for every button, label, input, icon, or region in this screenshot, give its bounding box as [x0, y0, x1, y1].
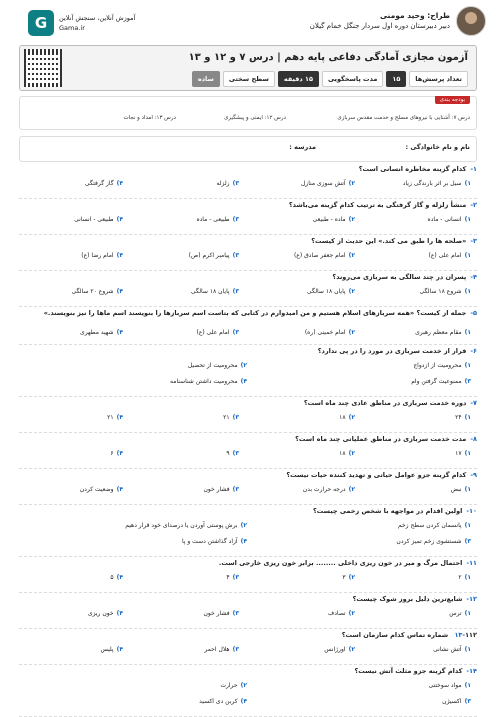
question-body: احتمال مرگ و میر در خون ریزی داخلی ........ برابر خون ریزی خارجی است. — [218, 559, 463, 567]
question-item — [19, 165, 477, 199]
option-number: ۳) — [232, 610, 239, 617]
answer-option[interactable] — [339, 414, 355, 421]
option-number: ۳) — [232, 180, 239, 187]
option-number: ۴) — [116, 252, 123, 259]
exam-title: آزمون مجازی آمادگی دفاعی پایه دهم | درس ۷ و ۱۲ و ۱۳ — [188, 52, 468, 63]
option-number: ۲) — [348, 610, 355, 617]
question-body: ۱۱۲ شماره تماس کدام سازمان است؟ — [341, 631, 477, 639]
answer-option[interactable] — [429, 252, 472, 259]
answer-option[interactable] — [71, 288, 123, 295]
question-item — [19, 347, 477, 397]
option-text: پانسمان کردن سطح زخم — [397, 522, 462, 529]
question-item — [19, 435, 477, 469]
option-text: ۴ — [226, 574, 230, 581]
option-text: امام جعفر صادق (ع) — [293, 252, 346, 259]
option-number: ۳) — [232, 329, 239, 336]
time-value: ۱۵ دقیقه — [278, 71, 319, 87]
answer-option[interactable] — [226, 450, 239, 457]
option-text: وضعیت کردن — [79, 486, 114, 493]
answer-option[interactable] — [411, 378, 471, 385]
option-text: ۱۸ — [339, 450, 346, 457]
question-item — [19, 399, 477, 433]
question-body: منشأ زلزله و گاز گرفتگی به ترتیب کدام گزینه می‌باشد؟ — [288, 201, 467, 209]
answer-option[interactable] — [85, 180, 123, 187]
option-number: ۱) — [464, 610, 471, 617]
option-number: ۴) — [116, 574, 123, 581]
question-number: ۴- — [470, 273, 477, 281]
option-number: ۴) — [116, 450, 123, 457]
option-text: هلال احمر — [204, 646, 230, 653]
option-text: سیل بر اثر بارندگی زیاد — [402, 180, 462, 187]
question-number: ۱۲- — [466, 595, 477, 603]
option-text: تصادف — [327, 610, 346, 617]
answer-option[interactable] — [451, 486, 471, 493]
option-number: ۲) — [348, 216, 355, 223]
answer-option[interactable] — [100, 646, 123, 653]
option-number: ۲) — [240, 522, 247, 529]
option-text: امام علی (ع) — [196, 329, 230, 336]
option-number: ۲) — [348, 646, 355, 653]
question-item — [19, 273, 477, 307]
option-text: پیامبر اکرم (ص) — [188, 252, 230, 259]
question-item — [19, 507, 477, 557]
answer-option[interactable] — [220, 682, 247, 689]
question-text — [219, 559, 477, 567]
answer-option[interactable] — [107, 414, 123, 421]
option-text: کربن دی اکسید — [199, 698, 238, 705]
option-text: پلیس — [100, 646, 114, 653]
option-number: ۱) — [464, 646, 471, 653]
question-body: کدام گزینه جزو عوامل حیاتی و تهدید کننده حیات نیست؟ — [286, 471, 467, 479]
student-name-label: نام و نام خانوادگی : — [405, 143, 470, 151]
option-text: خون ریزی — [87, 610, 114, 617]
option-number: ۲) — [240, 362, 247, 369]
question-text — [286, 471, 477, 479]
question-item — [19, 631, 477, 665]
answer-option[interactable] — [80, 329, 123, 336]
option-number: ۲) — [348, 252, 355, 259]
question-number: ۳- — [470, 237, 477, 245]
option-number: ۳) — [464, 538, 471, 545]
option-number: ۱) — [464, 486, 471, 493]
option-number: ۲) — [348, 414, 355, 421]
answer-option[interactable] — [339, 450, 355, 457]
qr-code-icon — [24, 49, 62, 87]
level-value: ساده — [192, 71, 220, 87]
option-number: ۴) — [116, 329, 123, 336]
option-text: امام رضا (ع) — [81, 252, 114, 259]
option-text: درجه حرارت بدن — [302, 486, 346, 493]
option-text: برش پوستی آوردن یا درصدای خود قرار دهیم — [125, 522, 238, 529]
option-number: ۱) — [464, 252, 471, 259]
option-number: ۳) — [232, 450, 239, 457]
question-body: اولین اقدام در مواجهه با شخص زخمی چیست؟ — [312, 507, 463, 515]
answer-option[interactable] — [307, 288, 355, 295]
answer-option[interactable] — [312, 216, 355, 223]
question-number: ۷- — [470, 399, 477, 407]
option-number: ۳) — [232, 288, 239, 295]
answer-option[interactable] — [204, 610, 240, 617]
answer-option[interactable] — [80, 486, 123, 493]
option-text: ۵ — [110, 574, 114, 581]
answer-option[interactable] — [226, 574, 239, 581]
option-number: ۱) — [464, 362, 471, 369]
option-number: ۱) — [464, 574, 471, 581]
question-body: کدام گزینه جزو مثلث آتش نیست؟ — [354, 667, 463, 675]
school-label: مدرسه : — [289, 143, 316, 151]
option-text: ۳ — [342, 574, 346, 581]
option-number: ۳) — [232, 486, 239, 493]
option-text: محرومیت از تحصیل — [187, 362, 238, 369]
student-info — [19, 136, 477, 162]
option-number: ۳) — [232, 216, 239, 223]
topics-box — [19, 96, 477, 130]
answer-option[interactable] — [433, 646, 471, 653]
option-text: ۶ — [110, 450, 114, 457]
option-number: ۴) — [116, 414, 123, 421]
option-text: گاز گرفتگی — [84, 180, 114, 187]
option-number: ۲) — [240, 682, 247, 689]
answer-option[interactable] — [204, 486, 240, 493]
brand-slogan: آموزش آنلاین، سنجش آنلاین — [59, 14, 136, 22]
option-text: شهید مطهری — [80, 329, 114, 336]
question-text — [342, 631, 477, 639]
option-text: ۲ — [458, 574, 462, 581]
option-text: حرارت — [220, 682, 238, 689]
option-number: ۴) — [116, 180, 123, 187]
level-label: سطح سختی — [223, 71, 275, 87]
option-text: ترس — [449, 610, 462, 617]
answer-option[interactable] — [182, 538, 247, 545]
option-text: امام خمینی (ره) — [304, 329, 346, 336]
header — [6, 6, 490, 40]
option-number: ۲) — [348, 486, 355, 493]
option-number: ۲) — [348, 329, 355, 336]
answer-option[interactable] — [328, 610, 355, 617]
designer-name: طراح: وحید مومنی — [379, 11, 450, 20]
answer-option[interactable] — [81, 252, 123, 259]
option-number: ۱) — [464, 216, 471, 223]
question-number: ۱۱- — [466, 559, 477, 567]
option-text: زلزله — [216, 180, 230, 187]
option-number: ۴) — [116, 646, 123, 653]
option-text: محرومیت از ازدواج — [413, 362, 462, 369]
option-number: ۴) — [116, 288, 123, 295]
question-number: ۱۴- — [466, 667, 477, 675]
option-text: مقام معظم رهبری — [415, 329, 462, 336]
designer-desc: دبیر دبیرستان دوره اول سردار جنگل خمام گیلان — [309, 22, 450, 30]
answer-option[interactable] — [189, 252, 239, 259]
question-item — [19, 309, 477, 345]
option-number: ۲) — [348, 574, 355, 581]
answer-option[interactable] — [223, 414, 239, 421]
option-text: فشار خون — [203, 610, 230, 617]
option-number: ۱) — [464, 329, 471, 336]
question-text — [359, 165, 477, 173]
question-item — [19, 471, 477, 505]
answer-option[interactable] — [301, 180, 355, 187]
option-number: ۴) — [240, 538, 247, 545]
option-text: ممنوعیت گرفتن وام — [411, 378, 462, 385]
question-text — [289, 201, 477, 209]
question-text — [295, 435, 477, 443]
question-number: ۲- — [470, 201, 477, 209]
designer-info — [310, 6, 486, 36]
question-body: کدام گزینه مخاطره انسانی است؟ — [358, 165, 467, 173]
option-text: اکسیژن — [442, 698, 462, 705]
question-text — [313, 507, 477, 515]
answer-option[interactable] — [458, 574, 471, 581]
question-number: ۸- — [470, 435, 477, 443]
option-number: ۲) — [348, 450, 355, 457]
question-body: دوره خدمت سربازی در مناطق عادی چند ماه است؟ — [303, 399, 467, 407]
option-text: انسانی - ماده — [427, 216, 462, 223]
option-number: ۳) — [464, 378, 471, 385]
option-text: ۱۸ — [339, 414, 346, 421]
topic-1: درس ۷: آشنایی با نیروهای مسلح و خدمت مقدس سربازی — [337, 115, 470, 121]
question-item — [19, 201, 477, 235]
option-number: ۳) — [232, 414, 239, 421]
option-text: ۲۱ — [107, 414, 114, 421]
question-body: فرار از خدمت سربازی در مورد را در پی ندارد؟ — [317, 347, 467, 355]
option-number: ۱) — [464, 180, 471, 187]
answer-option[interactable] — [197, 329, 240, 336]
answer-option[interactable] — [428, 216, 471, 223]
question-body: «صلحه ها را طبق می کند.» این حدیث از کیست؟ — [311, 237, 467, 245]
option-number: ۱) — [464, 522, 471, 529]
answer-option[interactable] — [342, 574, 355, 581]
option-number: ۴) — [240, 698, 247, 705]
question-number: ۵- — [470, 309, 477, 317]
topic-2: درس ۱۲: ایمنی و پیشگیری — [224, 115, 286, 121]
question-count-label: تعداد پرسش‌ها — [409, 71, 468, 87]
option-text: فشار خون — [203, 486, 230, 493]
option-number: ۱) — [464, 414, 471, 421]
answer-option[interactable] — [294, 252, 355, 259]
option-text: امام علی (ع) — [428, 252, 462, 259]
answer-option[interactable] — [455, 414, 471, 421]
answer-option[interactable] — [455, 450, 471, 457]
option-number: ۳) — [464, 698, 471, 705]
answer-option[interactable] — [303, 486, 355, 493]
option-number: ۴) — [116, 216, 123, 223]
answer-option[interactable] — [110, 574, 123, 581]
option-text: ۱۷ — [455, 450, 462, 457]
option-number: ۴) — [240, 378, 247, 385]
answer-option[interactable] — [419, 288, 471, 295]
option-text: آتش سوزی منازل — [300, 180, 346, 187]
answer-option[interactable] — [403, 180, 471, 187]
option-text: آتش نشانی — [433, 646, 462, 653]
question-text — [304, 399, 477, 407]
answer-option[interactable] — [125, 522, 247, 529]
answer-option[interactable] — [396, 538, 471, 545]
brand[interactable] — [28, 10, 135, 36]
question-number: ۹- — [470, 471, 477, 479]
question-number: ۱۳- — [454, 631, 466, 639]
option-text: ۲۱ — [223, 414, 230, 421]
option-text: طبیعی - انسانی — [74, 216, 114, 223]
question-text — [318, 347, 477, 355]
option-number: ۱) — [464, 288, 471, 295]
answer-option[interactable] — [191, 288, 239, 295]
question-text — [354, 667, 477, 675]
exam-title-box — [19, 45, 477, 91]
option-number: ۳) — [232, 574, 239, 581]
option-text: مواد سوختنی — [428, 682, 462, 689]
topic-3: درس ۱۳: امداد و نجات — [123, 115, 176, 121]
question-body: جمله از کیست؟ «همه سربازهای اسلام هستیم و من امیدوارم در کتابی که بتاست اسم سربازها را بنویسند اسم ماها را نیز بنویسند.» — [43, 309, 467, 317]
question-text — [332, 273, 477, 281]
question-item — [19, 667, 477, 717]
question-number: ۱- — [470, 165, 477, 173]
option-number: ۴) — [116, 486, 123, 493]
answer-option[interactable] — [429, 682, 471, 689]
answer-option[interactable] — [110, 450, 123, 457]
option-text: محرومیت داشتن شناسنامه — [170, 378, 238, 385]
avatar — [456, 6, 486, 36]
answer-option[interactable] — [188, 362, 247, 369]
answer-option[interactable] — [398, 522, 471, 529]
option-text: شستشوی زخم تمیز کردن — [396, 538, 462, 545]
option-text: شروع ۱۸ سالگی — [419, 288, 462, 295]
option-number: ۳) — [232, 252, 239, 259]
question-item — [19, 595, 477, 629]
option-text: ماده - طبیعی — [312, 216, 346, 223]
answer-option[interactable] — [170, 378, 247, 385]
question-number: ۱۰- — [466, 507, 477, 515]
answer-option[interactable] — [74, 216, 123, 223]
option-number: ۲) — [348, 288, 355, 295]
option-text: شروع ۲۰ سالگی — [71, 288, 114, 295]
option-number: ۱) — [464, 450, 471, 457]
question-body: شایع‌ترین دلیل بروز شوک چیست؟ — [352, 595, 463, 603]
brand-url[interactable]: Gama.ir — [59, 24, 85, 32]
answer-option[interactable] — [305, 329, 355, 336]
answer-option[interactable] — [449, 610, 471, 617]
option-text: نبض — [450, 486, 462, 493]
question-text — [311, 237, 477, 245]
question-count: ۱۵ — [386, 71, 406, 87]
answer-option[interactable] — [415, 329, 471, 336]
question-number: ۶- — [470, 347, 477, 355]
answer-option[interactable] — [216, 180, 239, 187]
question-item — [19, 237, 477, 271]
question-text — [353, 595, 477, 603]
option-text: اورژانس — [324, 646, 346, 653]
answer-option[interactable] — [88, 610, 123, 617]
option-text: ۹ — [226, 450, 230, 457]
time-label: مدت پاسخگویی — [322, 71, 383, 87]
option-number: ۲) — [348, 180, 355, 187]
exam-meta — [192, 71, 468, 87]
answer-option[interactable] — [324, 646, 355, 653]
option-text: طبیعی - ماده — [196, 216, 230, 223]
option-text: آزاد گذاشتن دست و پا — [181, 538, 238, 545]
option-number: ۳) — [232, 646, 239, 653]
option-text: پایان ۱۸ سالگی — [190, 288, 230, 295]
answer-option[interactable] — [196, 216, 239, 223]
topics-tag: بودجه بندی — [435, 96, 470, 104]
question-body: پسران در چند سالگی به سربازی می‌روند؟ — [332, 273, 467, 281]
option-number: ۴) — [116, 610, 123, 617]
question-body: مدت خدمت سربازی در مناطق عملیاتی چند ماه است؟ — [295, 435, 467, 443]
question-text — [19, 309, 477, 318]
option-text: پایان ۱۸ سالگی — [306, 288, 346, 295]
question-item — [19, 559, 477, 593]
answer-option[interactable] — [413, 362, 471, 369]
option-text: ۲۴ — [455, 414, 462, 421]
gama-logo-icon: G — [28, 10, 54, 36]
answer-option[interactable] — [204, 646, 239, 653]
option-number: ۱) — [464, 682, 471, 689]
